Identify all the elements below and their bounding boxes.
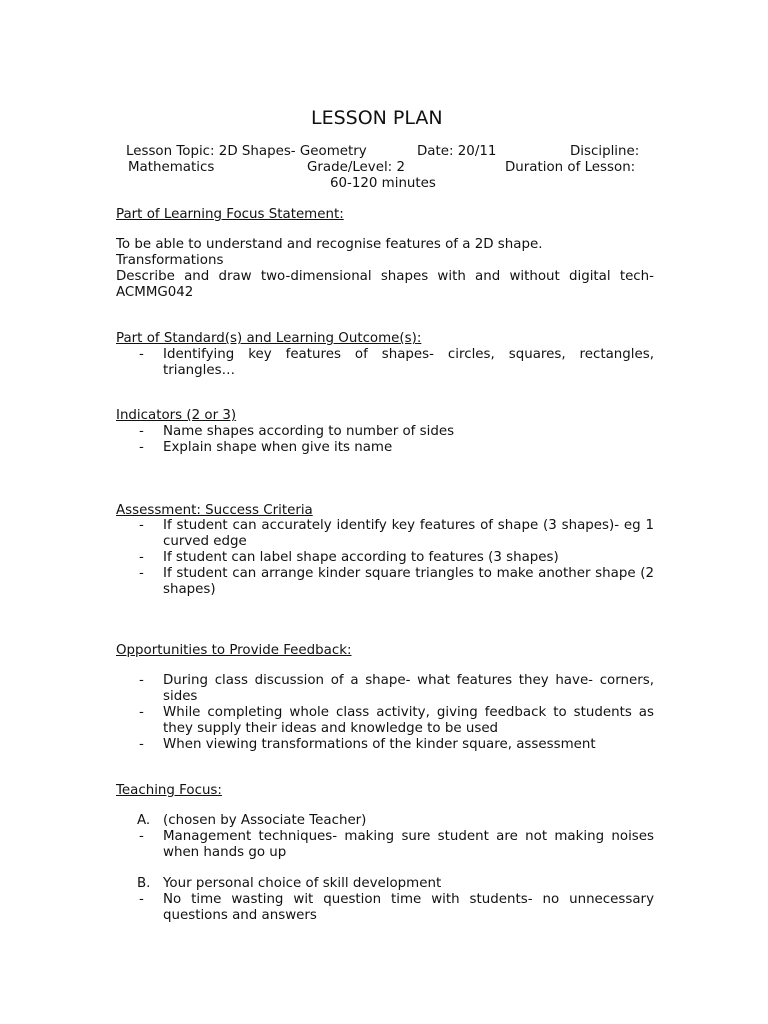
teaching-a-list bbox=[116, 813, 654, 829]
teaching-b-label: Your personal choice of skill development bbox=[163, 876, 442, 891]
duration-label: Duration of Lesson: bbox=[505, 160, 636, 175]
focus-line-3: Describe and draw two-dimensional shapes with and without digital tech- ACMMG042 bbox=[116, 269, 654, 300]
list-item: - No time wasting wit question time with students- no unnecessary questions and answers bbox=[116, 892, 654, 924]
list-item: - Explain shape when give its name bbox=[116, 440, 654, 456]
teaching-b-items bbox=[116, 892, 654, 924]
list-item: - If student can arrange kinder square triangles to make another shape (2 shapes) bbox=[116, 566, 654, 598]
teaching-heading: Teaching Focus: bbox=[116, 783, 222, 798]
list-item: - If student can label shape according to features (3 shapes) bbox=[116, 550, 654, 566]
list-marker: B. bbox=[137, 876, 151, 891]
grade-level: Grade/Level: 2 bbox=[307, 160, 405, 175]
list-item: - Management techniques- making sure student are not making noises when hands go up bbox=[116, 829, 654, 861]
list-item bbox=[116, 813, 654, 829]
list-item: - If student can accurately identify key features of shape (3 shapes)- eg 1 curved edge bbox=[116, 518, 654, 550]
discipline-value: Mathematics bbox=[128, 160, 215, 175]
standards-heading: Part of Standard(s) and Learning Outcome(s): bbox=[116, 331, 422, 346]
indicators-list bbox=[116, 424, 654, 456]
feedback-heading: Opportunities to Provide Feedback: bbox=[116, 643, 352, 658]
indicators-heading: Indicators (2 or 3) bbox=[116, 408, 237, 423]
duration-value: 60-120 minutes bbox=[330, 176, 436, 191]
teaching-b-list bbox=[116, 876, 654, 892]
list-item: - During class discussion of a shape- what features they have- corners, sides bbox=[116, 673, 654, 705]
lesson-topic: Lesson Topic: 2D Shapes- Geometry bbox=[126, 144, 367, 159]
feedback-list bbox=[116, 673, 654, 753]
focus-line-1: To be able to understand and recognise features of a 2D shape. bbox=[116, 237, 543, 252]
list-item: - Name shapes according to number of sides bbox=[116, 424, 654, 440]
assessment-heading: Assessment: Success Criteria bbox=[116, 503, 313, 518]
list-marker: A. bbox=[137, 813, 151, 828]
focus-line-2: Transformations bbox=[116, 253, 224, 268]
discipline-label: Discipline: bbox=[570, 144, 640, 159]
list-item: - Identifying key features of shapes- circles, squares, rectangles, triangles… bbox=[116, 347, 654, 379]
assessment-list bbox=[116, 518, 654, 598]
page-title: LESSON PLAN bbox=[311, 107, 443, 129]
teaching-a-label: (chosen by Associate Teacher) bbox=[163, 813, 367, 828]
lesson-date: Date: 20/11 bbox=[417, 144, 497, 159]
list-item: - When viewing transformations of the kinder square, assessment bbox=[116, 737, 654, 753]
list-item: - While completing whole class activity, giving feedback to students as they supply their ideas and knowledge to be used bbox=[116, 705, 654, 737]
list-item bbox=[116, 876, 654, 892]
standards-list bbox=[116, 347, 654, 379]
teaching-a-items bbox=[116, 829, 654, 861]
focus-heading: Part of Learning Focus Statement: bbox=[116, 207, 344, 222]
